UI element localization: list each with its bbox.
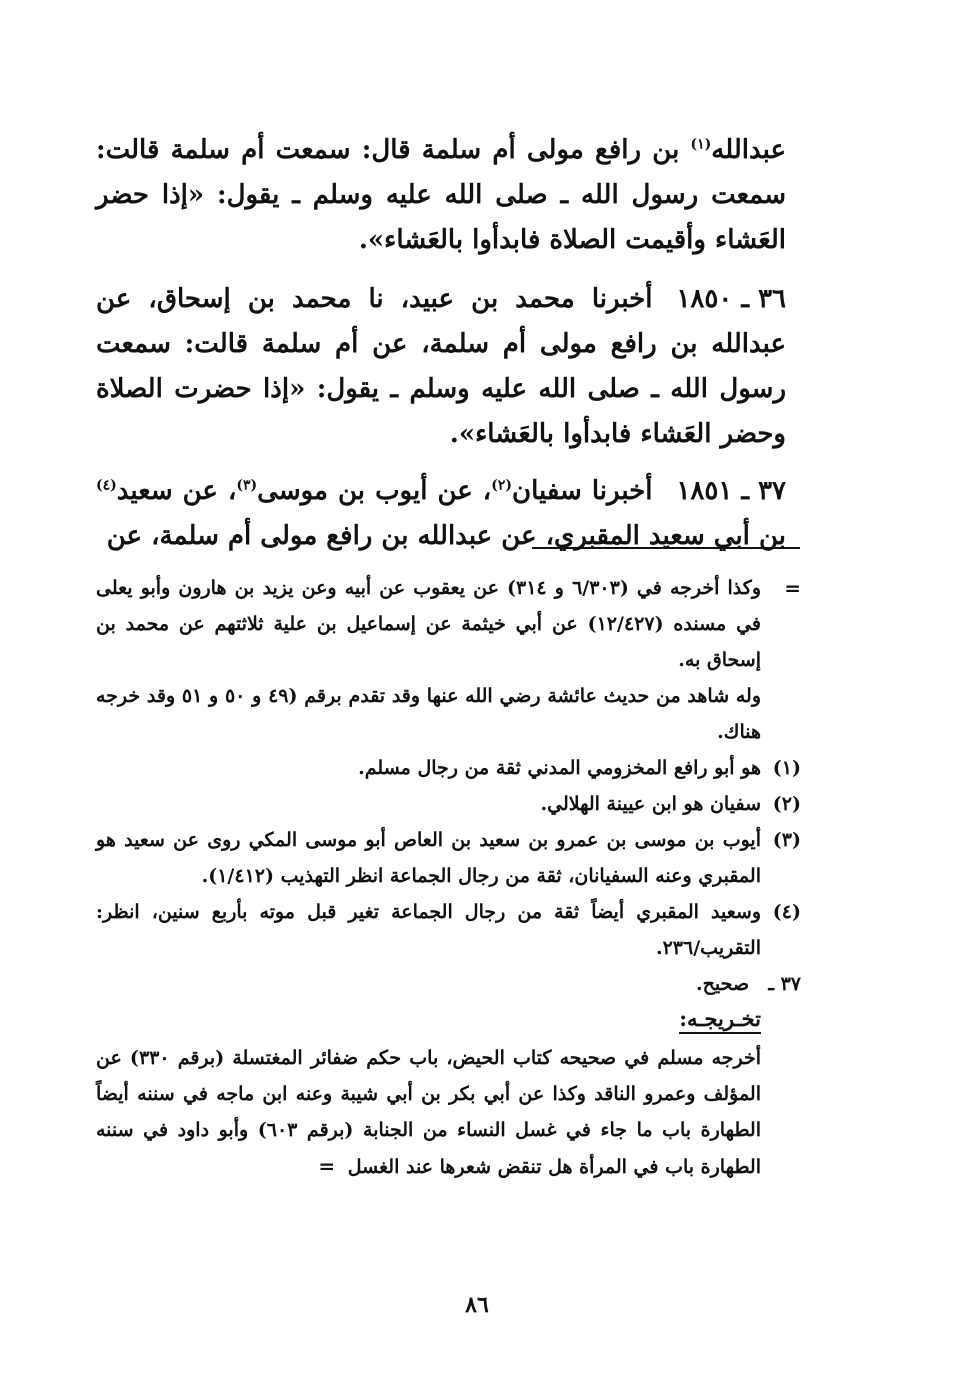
grade-text: صحيح. — [695, 973, 749, 995]
continuation-text: وكذا أخرجه في (٦/٣٠٣ و ٣١٤) عن يعقوب عن أبيه وعن يزيد بن هارون وأبو يعلى في مسنده (١٢/٤٢٧) عن أبي خيثمة عن إسماعيل بن علية ثلاثتهم عن محمد بن إسحاق به. — [96, 577, 761, 671]
para1-start: عبدالله — [711, 135, 786, 165]
hadith-36 — [96, 277, 786, 457]
para1-rest: بن رافع مولى أم سلمة قال: سمعت أم سلمة قالت: سمعت رسول الله ـ صلى الله عليه وسلم ـ يقول: «إذا حضر العَشاء وأقيمت الصلاة فابدأوا بالعَشاء». — [96, 135, 786, 255]
footnote-item — [96, 786, 801, 822]
hadith-37-part3: ، عن سعيد — [116, 476, 237, 506]
footnote-ref-3: (٣) — [236, 477, 258, 494]
footnotes — [96, 570, 801, 1185]
footnote-item — [96, 750, 801, 786]
hadith-37-part4: بن أبي سعيد المقبري، عن عبدالله بن رافع مولى أم سلمة، عن — [106, 521, 786, 551]
footnote-separator — [532, 547, 800, 549]
footnote-ref-2: (٢) — [491, 477, 512, 494]
footnote-text: سفيان هو ابن عيينة الهلالي. — [540, 793, 761, 815]
paragraph-continuation — [96, 128, 786, 263]
takhrij-body — [96, 1040, 761, 1185]
hadith-37-part2: ، عن أيوب بن موسى — [257, 476, 492, 506]
footnote-item — [96, 894, 801, 966]
hadith-number-37: ٣٧ ـ ١٨٥١ — [676, 476, 786, 506]
footnote-witness — [96, 678, 801, 750]
footnote-ref-4: (٤) — [96, 477, 117, 494]
takhrij-section — [96, 1002, 801, 1185]
footnote-item — [96, 822, 801, 894]
witness-text: وله شاهد من حديث عائشة رضي الله عنها وقد تقدم برقم (٤٩ و ٥٠ و ٥١ وقد خرجه هناك. — [96, 685, 762, 743]
hadith-36-text: أخبرنا محمد بن عبيد، نا محمد بن إسحاق، عن عبدالله بن رافع مولى أم سلمة، عن أم سلمة قالت: سمعت رسول الله ـ صلى الله عليه وسلم ـ يقول: «إذا حضرت الصلاة وحضر العَشاء فابدأوا بالعَشاء». — [96, 284, 786, 449]
page-number: ٨٦ — [465, 1292, 489, 1318]
footnote-mark: (٤) — [772, 901, 801, 923]
main-text — [96, 128, 786, 571]
footnote-text: أيوب بن موسى بن عمرو بن سعيد بن العاص أبو موسى المكي روى عن سعيد هو المقبري وعنه السفيانان، ثقة من رجال الجماعة انظر التهذيب (١/٤١٢). — [96, 829, 761, 887]
footnote-mark: (١) — [772, 757, 801, 779]
footnote-ref-1: (١) — [690, 136, 712, 153]
hadith-37-part1: أخبرنا سفيان — [511, 476, 653, 506]
footnote-continuation — [96, 570, 801, 678]
footnote-text: وسعيد المقبري أيضاً ثقة من رجال الجماعة تغير قبل موته بأربع سنين، انظر: التقريب/٢٣٦. — [96, 901, 761, 959]
grade-line — [96, 966, 801, 1002]
hadith-37 — [96, 469, 786, 559]
takhrij-text: أخرجه مسلم في صحيحه كتاب الحيض، باب حكم ضفائر المغتسلة (برقم ٣٣٠) عن المؤلف وعمرو الناقد وكذا عن أبي بكر بن أبي شيبة وعنه ابن ماجه في سننه أيضاً الطهارة باب ما جاء في غسل النساء من الجنابة (برقم ٦٠٣) وأبو داود في سننه الطهارة باب في المرأة هل تنقض شعرها عند الغسل — [96, 1047, 762, 1178]
hadith-number-36: ٣٦ ـ ١٨٥٠ — [676, 284, 786, 314]
takhrij-heading: تخـريجـه: — [679, 1006, 761, 1034]
continuation-mark: = — [784, 576, 801, 600]
footnote-mark: (٣) — [772, 829, 801, 851]
takhrij-continuation-mark: = — [318, 1154, 336, 1178]
footnote-text: هو أبو رافع المخزومي المدني ثقة من رجال مسلم. — [358, 757, 761, 779]
footnote-mark: (٢) — [772, 793, 801, 815]
grade-mark: ٣٧ ـ — [768, 973, 801, 995]
